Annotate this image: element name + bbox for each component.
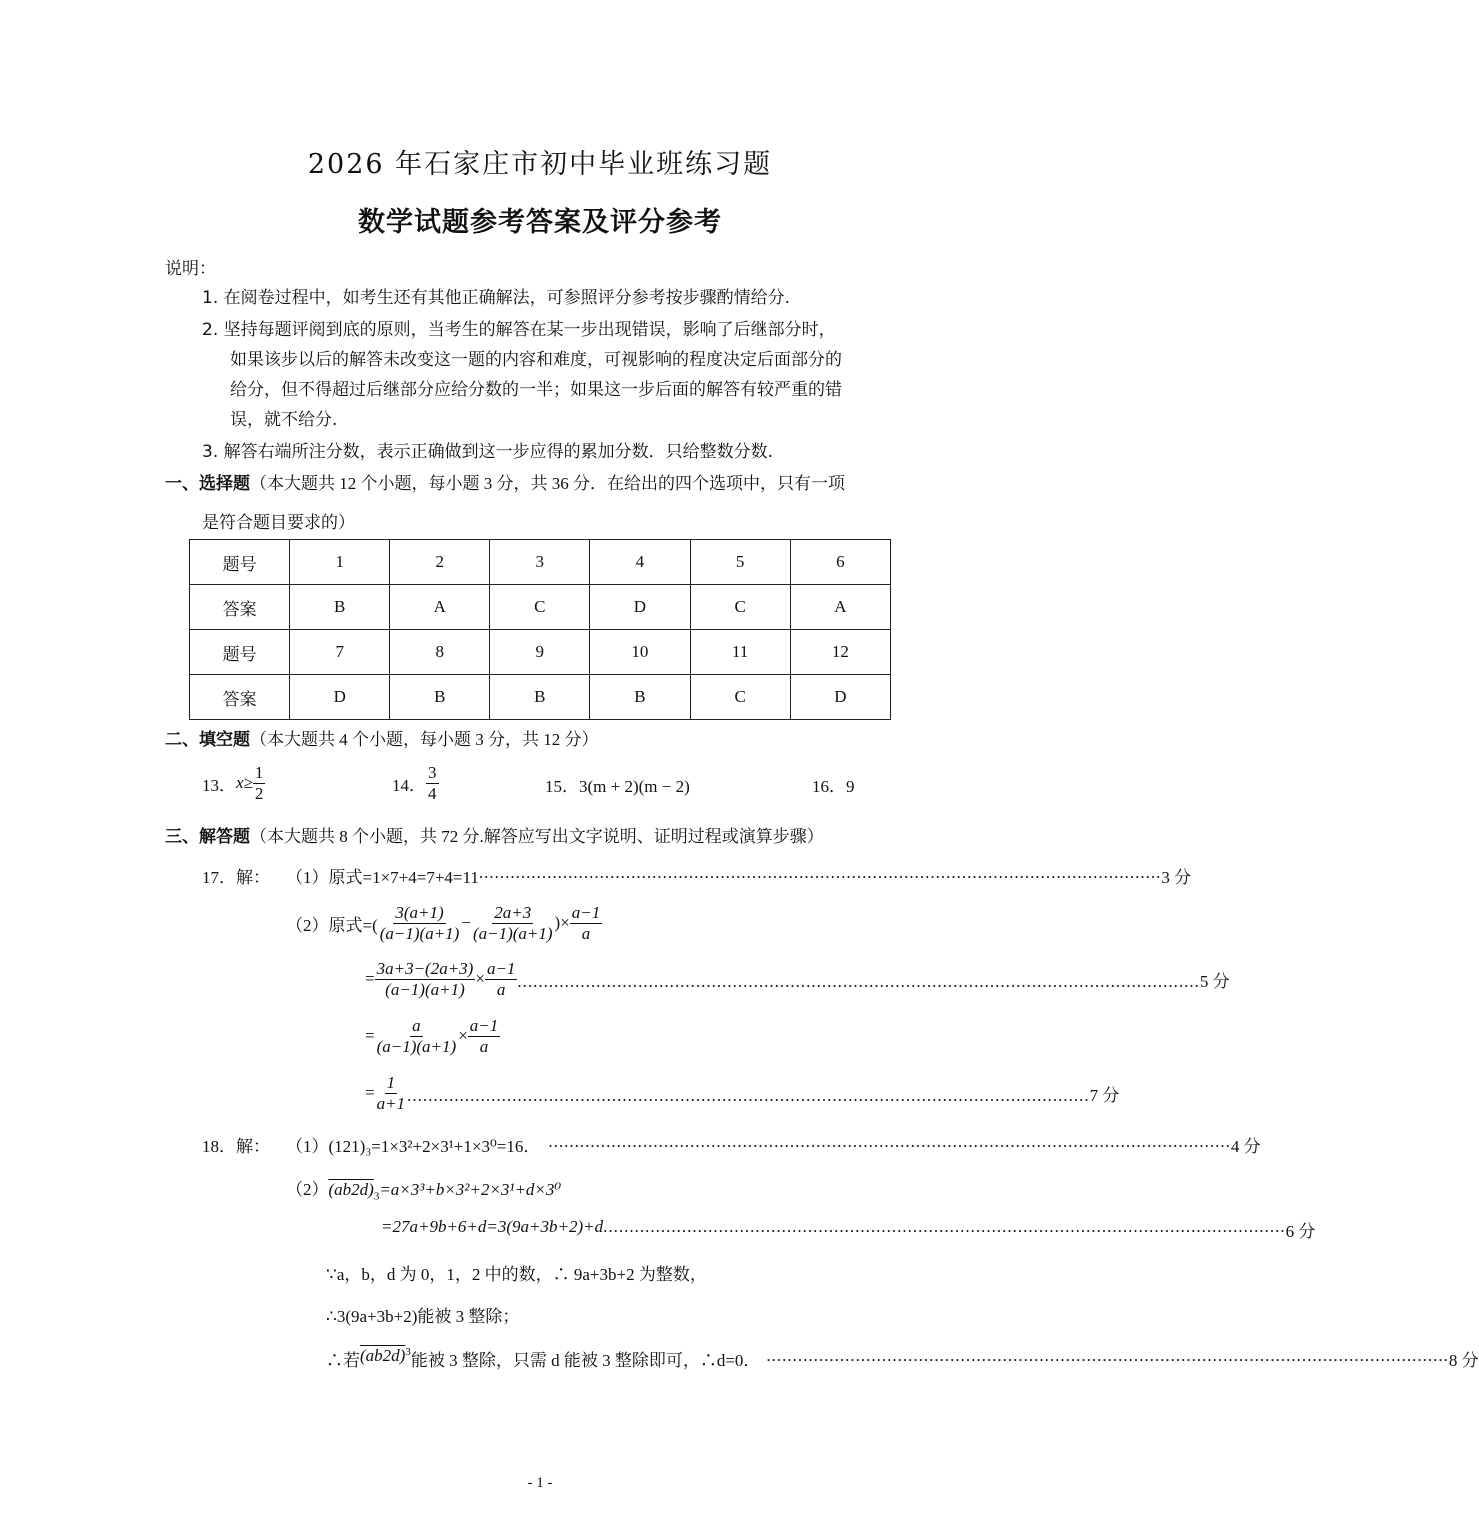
q17-fraction-1: [378, 903, 462, 943]
q17-s2b-numerator: a−1: [486, 958, 516, 978]
q18-conclusion: [326, 1346, 1479, 1371]
section-2-title: 二、填空题: [165, 730, 250, 750]
q17-fraction-2: [471, 903, 555, 943]
q17-part2-step1: [286, 898, 602, 948]
leader-dots: ..................................................................................................................................: [407, 1086, 1090, 1105]
section-3-desc: （本大题共 8 个小题，共 72 分.解答应写出文字说明、证明过程或演算步骤）: [250, 827, 824, 846]
q18-part2-line1: [286, 1175, 561, 1202]
table-cell: B: [590, 675, 690, 720]
table-cell: 1: [290, 540, 390, 585]
note-item-3: 3. 解答右端所注分数，表示正确做到这一步应得的累加分数．只给整数分数.: [202, 442, 774, 462]
q14-fraction: [426, 763, 439, 803]
table-cell: 2: [390, 540, 490, 585]
q17-s2-denominator: (a−1)(a+1): [385, 979, 465, 999]
q17-s3-denominator: (a−1)(a+1): [376, 1036, 457, 1056]
exam-title: 2026 年石家庄市初中毕业班练习题: [307, 149, 773, 180]
table-cell: D: [790, 675, 890, 720]
table-cell: B: [490, 675, 590, 720]
q14-denominator: 4: [428, 783, 437, 803]
q17-step4-fraction: [375, 1073, 407, 1113]
q13-fraction: [253, 763, 266, 803]
answer-16: 16．9: [812, 777, 855, 796]
note-item-2-line-3: 给分，但不得超过后继部分应给分数的一半；如果这一步后面的解答有较严重的错: [230, 380, 842, 400]
notes-label: 说明：: [165, 259, 216, 279]
q17-f1-denominator: (a−1)(a+1): [379, 923, 460, 943]
q18-conclusion-pre: ∴若: [326, 1351, 360, 1370]
table-cell: D: [290, 675, 390, 720]
table-cell: C: [690, 585, 790, 630]
q13-lhs: x≥: [236, 773, 253, 792]
note-item-2-line-4: 误，就不给分.: [230, 410, 338, 430]
q17-fraction-3: [570, 903, 602, 943]
q17-f1-numerator: 3(a+1): [395, 902, 444, 922]
table-row: [190, 675, 891, 720]
table-cell: 4: [590, 540, 690, 585]
q17-part2-step3: [365, 1011, 500, 1061]
q14-numerator: 3: [428, 762, 437, 782]
q17-part1: [286, 863, 1192, 888]
leader-dots: ..................................................................................................................................: [478, 863, 1162, 882]
q18-reason-2: ∴3(9a+3b+2)能被 3 整除；: [326, 1307, 520, 1326]
q17-step2-score: 5 分: [1199, 972, 1230, 991]
table-row: [190, 630, 891, 675]
table-cell: D: [590, 585, 690, 630]
q17-s2-numerator: 3a+3−(2a+3): [376, 958, 474, 978]
table-row: [190, 585, 891, 630]
times-sign: ×: [475, 969, 485, 988]
q17-step3-fraction-b: [468, 1016, 500, 1056]
section-2-heading: [165, 725, 599, 750]
table-cell: C: [490, 585, 590, 630]
q17-s4-numerator: 1: [386, 1072, 396, 1092]
leader-dots: ..................................................................................................................................: [548, 1132, 1231, 1151]
q18-part2-score: 6 分: [1285, 1222, 1316, 1241]
equals-sign: =: [365, 1026, 375, 1045]
q17-step4-score: 7 分: [1089, 1086, 1120, 1105]
leader-dots: ..................................................................................................................................: [766, 1346, 1449, 1365]
table-row: [190, 540, 891, 585]
answer-13: [202, 760, 265, 806]
section-1-desc: （本大题共 12 个小题，每小题 3 分，共 36 分．在给出的四个选项中，只有一项: [250, 474, 845, 493]
q17-part2-label: （2）原式=(: [286, 915, 378, 935]
table-cell: 答案: [190, 675, 290, 720]
times-sign: )×: [554, 913, 570, 932]
table-cell: 3: [490, 540, 590, 585]
q18-part2-label: （2）: [286, 1180, 329, 1199]
table-cell: 5: [690, 540, 790, 585]
table-cell: 答案: [190, 585, 290, 630]
q17-f3-denominator: a: [581, 923, 591, 943]
q18-overline-number-2: (ab2d): [360, 1346, 406, 1365]
q14-number: 14．: [392, 775, 426, 795]
table-cell: 10: [590, 630, 690, 675]
q18-part2-line2: [381, 1217, 1316, 1242]
q18-part2-step: =27a+9b+6+d=3(9a+3b+2)+d: [381, 1217, 604, 1236]
table-cell: 7: [290, 630, 390, 675]
q17-s3b-denominator: a: [479, 1036, 489, 1056]
q13-number: 13．: [202, 775, 236, 795]
q17-f3-numerator: a−1: [571, 902, 601, 922]
table-cell: 6: [790, 540, 890, 585]
q17-f2-numerator: 2a+3: [494, 902, 532, 922]
q17-part1-score: 3 分: [1161, 868, 1192, 887]
equals-sign: =: [365, 1083, 375, 1102]
q18-base-sub: 3: [373, 1190, 380, 1203]
table-cell: 题号: [190, 630, 290, 675]
q17-s3-numerator: a: [412, 1015, 421, 1035]
q17-s4-denominator: a+1: [376, 1093, 406, 1113]
q17-step2-fraction-b: [485, 959, 517, 999]
table-cell: 12: [790, 630, 890, 675]
note-item-2-line-2: 如果该步以后的解答未改变这一题的内容和难度，可视影响的程度决定后面部分的: [230, 350, 842, 370]
q18-base-sub-2: 3: [405, 1346, 411, 1358]
q18-part1-text: （1）(121)₃=1×3²+2×3¹+1×3⁰=16．: [286, 1137, 541, 1156]
equals-sign: =: [365, 969, 375, 988]
q17-part2-step2: [365, 954, 1230, 1004]
answer-key-title: 数学试题参考答案及评分参考: [358, 207, 722, 238]
section-1-heading: [165, 469, 845, 494]
q17-s2b-denominator: a: [496, 979, 506, 999]
answer-15: [545, 772, 690, 797]
q18-part1: [286, 1132, 1261, 1157]
q15-answer: 3(m + 2)(m − 2): [579, 777, 690, 796]
table-cell: 11: [690, 630, 790, 675]
q17-step2-fraction: [375, 959, 476, 999]
q17-part1-text: （1）原式=1×7+4=7+4=11: [286, 868, 479, 887]
leader-dots: ..................................................................................................................................: [517, 972, 1200, 991]
note-item-2-line-1: 2. 坚持每题评阅到底的原则，当考生的解答在某一步出现错误，影响了后继部分时，: [202, 320, 836, 340]
q18-part1-score: 4 分: [1230, 1137, 1261, 1156]
q15-number: 15．: [545, 777, 579, 796]
table-cell: B: [390, 675, 490, 720]
minus-sign: −: [461, 913, 471, 932]
leader-dots: ..................................................................................................................................: [603, 1217, 1286, 1236]
q17-s3b-numerator: a−1: [469, 1015, 499, 1035]
page-number: - 1 -: [527, 1475, 553, 1491]
table-cell: A: [390, 585, 490, 630]
table-cell: 8: [390, 630, 490, 675]
times-sign: ×: [458, 1026, 468, 1045]
table-cell: 题号: [190, 540, 290, 585]
q18-head: 18．解：: [202, 1137, 270, 1156]
q17-step3-fraction: [375, 1016, 459, 1056]
q18-expansion: =a×3³+b×3²+2×3¹+d×3⁰: [379, 1180, 562, 1199]
q18-conclusion-score: 8 分: [1448, 1351, 1479, 1370]
section-2-desc: （本大题共 4 个小题，每小题 3 分，共 12 分）: [250, 730, 599, 749]
q17-head: 17．解：: [202, 868, 270, 887]
section-3-title: 三、解答题: [165, 827, 250, 847]
q18-overline-number: (ab2d): [328, 1180, 374, 1199]
table-cell: C: [690, 675, 790, 720]
section-3-heading: [165, 822, 824, 847]
q17-part2-step4: [365, 1068, 1120, 1118]
q18-reason-1: ∵a，b，d 为 0，1，2 中的数，∴ 9a+3b+2 为整数，: [326, 1265, 707, 1284]
q13-numerator: 1: [254, 762, 264, 782]
q13-denominator: 2: [254, 783, 264, 803]
table-cell: A: [790, 585, 890, 630]
section-1-title: 一、选择题: [165, 474, 250, 494]
q17-f2-denominator: (a−1)(a+1): [472, 923, 553, 943]
note-item-1: 1. 在阅卷过程中，如考生还有其他正确解法，可参照评分参考按步骤酌情给分.: [202, 288, 791, 308]
table-cell: B: [290, 585, 390, 630]
answer-table: [189, 539, 891, 720]
answer-14: [392, 760, 439, 806]
q18-conclusion-post: 能被 3 整除，只需 d 能被 3 整除即可，∴d=0．: [410, 1351, 761, 1370]
section-1-desc-line-2: 是符合题目要求的）: [202, 513, 355, 532]
table-cell: 9: [490, 630, 590, 675]
